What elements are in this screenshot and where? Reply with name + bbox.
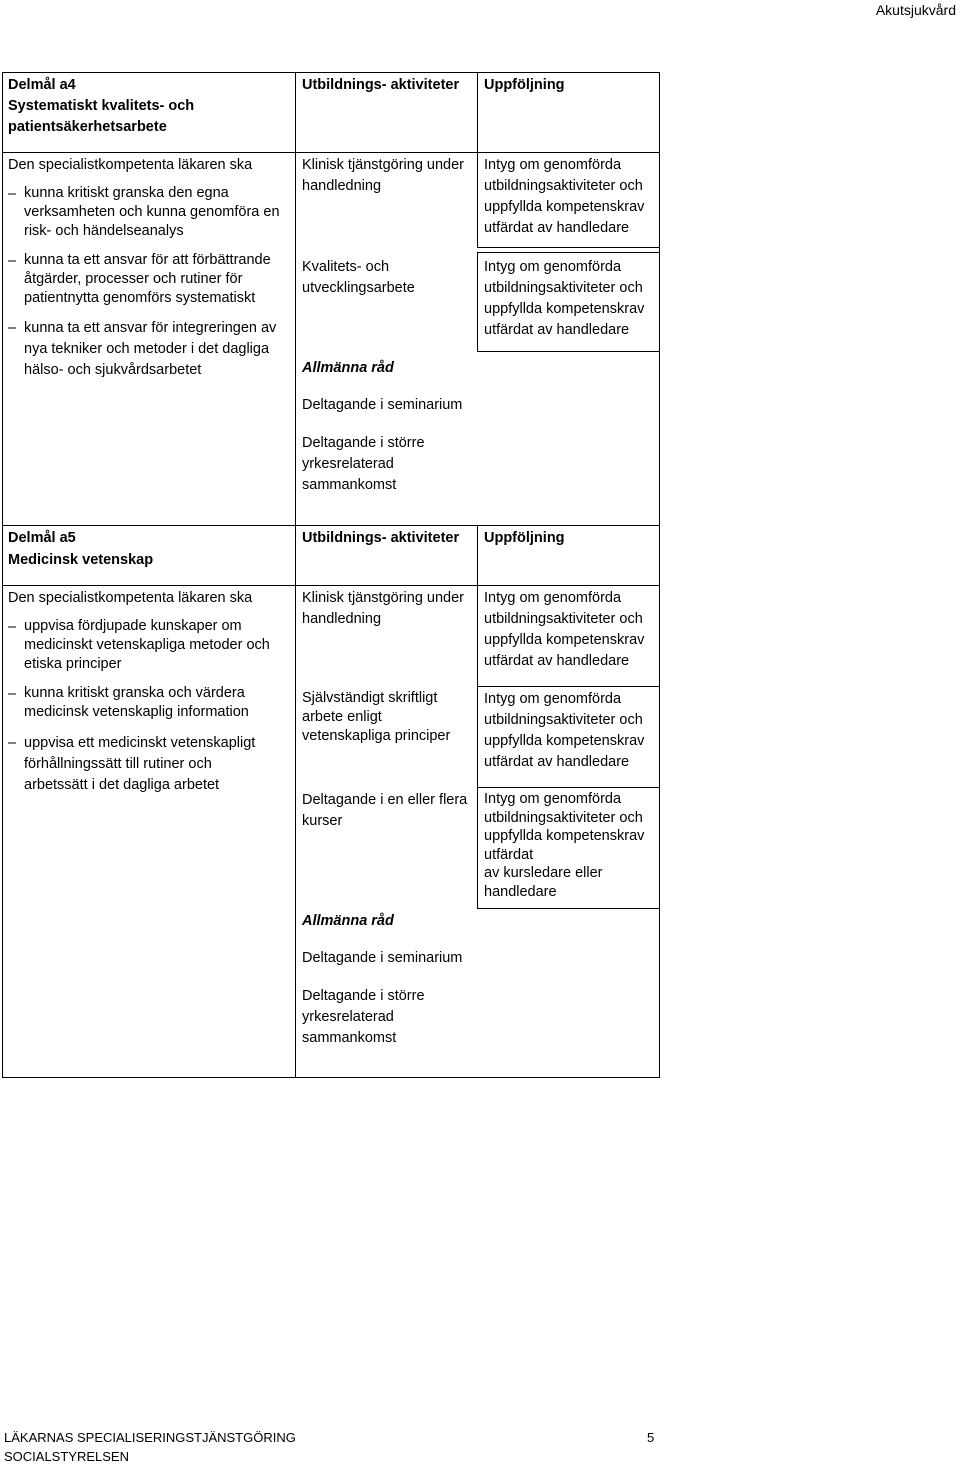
intro-text: Den specialistkompetenta läkaren ska bbox=[8, 590, 253, 606]
activities-header: Utbildnings- aktiviteter bbox=[302, 530, 460, 546]
footer-org: SOCIALSTYRELSEN bbox=[4, 1449, 129, 1464]
dash-bullet: – bbox=[8, 619, 17, 635]
advice-item: Deltagande i seminarium bbox=[302, 397, 463, 413]
activity: Klinisk tjänstgöring under handledning bbox=[302, 590, 465, 627]
list-item: uppvisa ett medicinskt vetenskapligt förhållningssätt till rutiner och arbetssätt i det dagliga arbetet bbox=[24, 735, 256, 793]
divider bbox=[477, 525, 478, 585]
divider bbox=[295, 525, 296, 1078]
goal-subtitle: Medicinsk vetenskap bbox=[8, 552, 154, 568]
list-item: kunna kritiskt granska och värdera medicinsk vetenskaplig information bbox=[24, 685, 249, 720]
dash-bullet: – bbox=[8, 253, 17, 269]
activity: Deltagande i en eller flera kurser bbox=[302, 792, 468, 829]
dash-bullet: – bbox=[8, 320, 17, 336]
dash-bullet: – bbox=[8, 186, 17, 202]
activity: Kvalitets- och utvecklingsarbete bbox=[302, 259, 415, 296]
footer-title: LÄKARNAS SPECIALISERINGSTJÄNSTGÖRING bbox=[4, 1430, 296, 1445]
list-item: uppvisa fördjupade kunskaper om medicinskt vetenskapliga metoder och etiska principer bbox=[24, 618, 270, 672]
followup: Intyg om genomförda utbildningsaktiviteter och uppfyllda kompetenskrav utfärdat av handledare bbox=[484, 691, 645, 770]
goal-title: Delmål a4 bbox=[8, 77, 76, 93]
activity: Självständigt skriftligt arbete enligt vetenskapliga principer bbox=[302, 690, 451, 744]
dash-bullet: – bbox=[8, 686, 17, 702]
advice-item: Deltagande i större yrkesrelaterad sammankomst bbox=[302, 988, 425, 1046]
followup: Intyg om genomförda utbildningsaktiviteter och uppfyllda kompetenskrav utfärdat av handledare bbox=[484, 259, 645, 338]
running-header: Akutsjukvård bbox=[875, 2, 956, 18]
followup-header: Uppföljning bbox=[484, 77, 565, 93]
list-item: kunna ta ett ansvar för integreringen av nya tekniker och metoder i det dagliga hälso- och sjukvårdsarbetet bbox=[24, 320, 277, 378]
activities-header: Utbildnings- aktiviteter bbox=[302, 77, 460, 93]
followup: Intyg om genomförda utbildningsaktiviteter och uppfyllda kompetenskrav utfärdat av handledare bbox=[484, 157, 645, 236]
dash-bullet: – bbox=[8, 735, 17, 751]
advice-item: Deltagande i seminarium bbox=[302, 950, 463, 966]
followup: Intyg om genomförda utbildningsaktiviteter och uppfyllda kompetenskrav utfärdat av kursledare eller handledare bbox=[484, 791, 645, 900]
followup: Intyg om genomförda utbildningsaktiviteter och uppfyllda kompetenskrav utfärdat av handledare bbox=[484, 590, 645, 669]
page-number: 5 bbox=[647, 1430, 655, 1445]
list-item: kunna kritiskt granska den egna verksamheten och kunna genomföra en risk- och händelseanalys bbox=[24, 185, 280, 239]
goal-title: Delmål a5 bbox=[8, 530, 76, 546]
list-item: kunna ta ett ansvar för att förbättrande åtgärder, processer och rutiner för patientnytta genomförs systematiskt bbox=[24, 252, 271, 306]
followup-header: Uppföljning bbox=[484, 530, 565, 546]
divider bbox=[477, 72, 478, 152]
advice-title: Allmänna råd bbox=[302, 360, 394, 376]
intro-text: Den specialistkompetenta läkaren ska bbox=[8, 157, 253, 173]
divider bbox=[295, 72, 296, 526]
advice-title: Allmänna råd bbox=[302, 913, 394, 929]
goal-subtitle: Systematiskt kvalitets- och patientsäkerhetsarbete bbox=[8, 98, 195, 135]
activity: Klinisk tjänstgöring under handledning bbox=[302, 157, 465, 194]
advice-item: Deltagande i större yrkesrelaterad sammankomst bbox=[302, 435, 425, 493]
